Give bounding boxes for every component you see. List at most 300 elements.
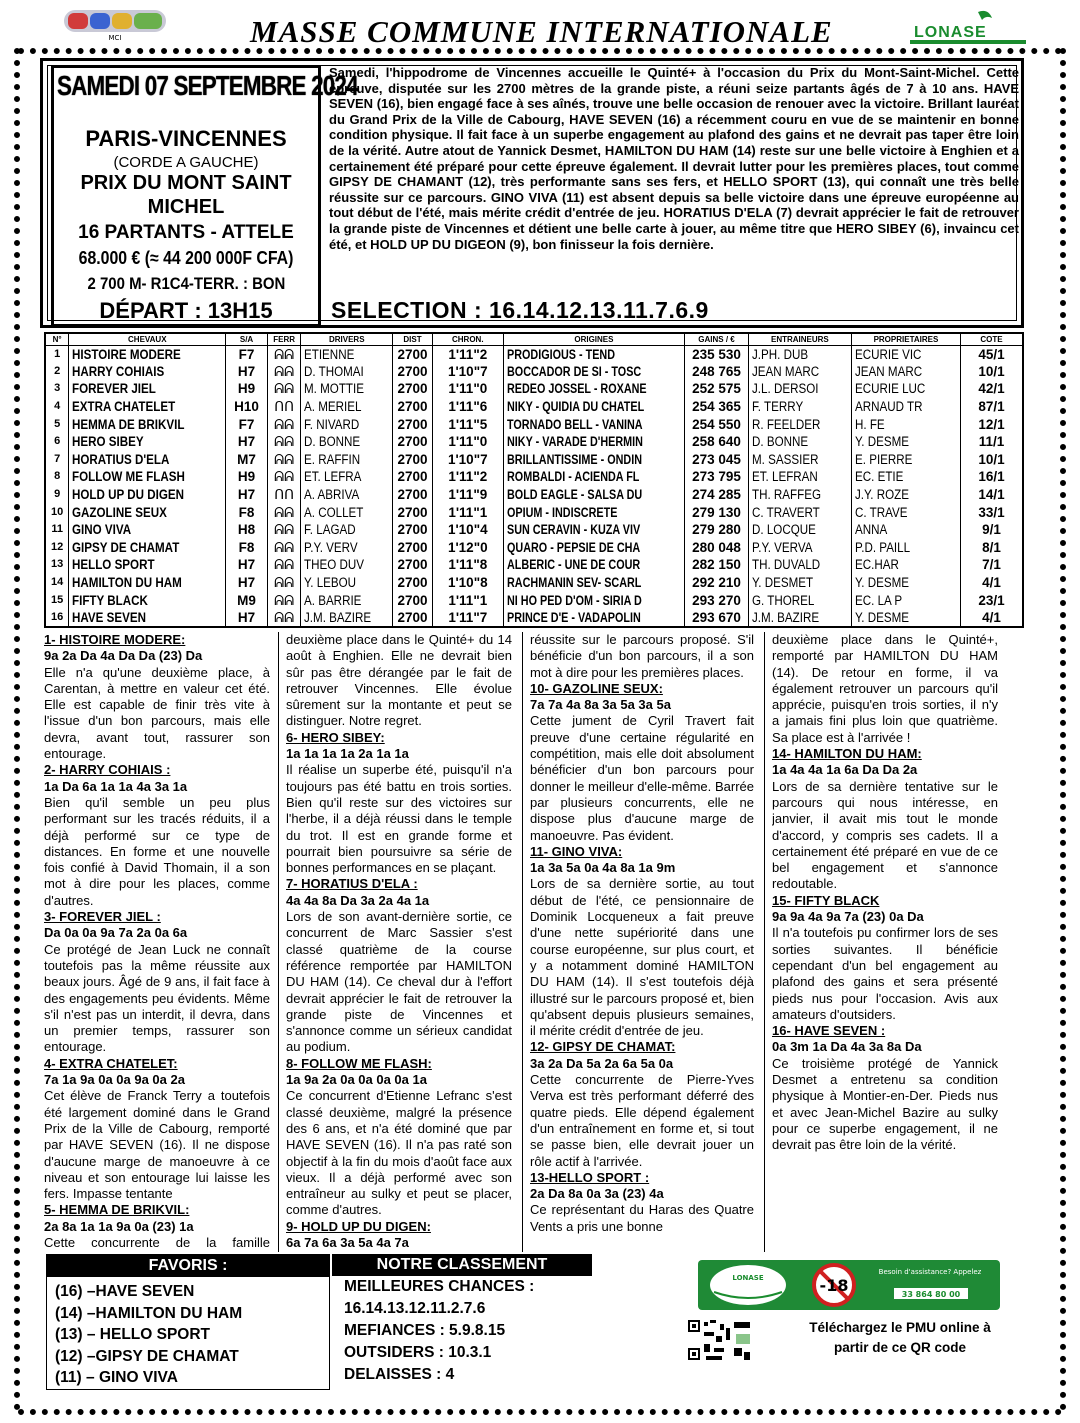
shoeing: ᑎᑎ (274, 487, 294, 503)
record-time: 1'11"1 (448, 504, 488, 520)
record-time: 1'10"4 (447, 522, 488, 538)
commentary-column-4 (772, 632, 998, 1252)
distance: 2700 (397, 487, 428, 503)
horse-form-line: 9a 2a Da 4a Da Da (23) Da (44, 648, 203, 664)
trainer: D. BONNE (751, 434, 808, 450)
odds: 42/1 (978, 381, 1005, 397)
distance: 2700 (397, 609, 428, 625)
horse-heading: 5- HEMMA DE BRIKVIL: (44, 1202, 190, 1218)
driver: E. RAFFIN (304, 451, 361, 467)
sex-age: H7 (237, 363, 256, 379)
earnings: 248 765 (692, 363, 741, 379)
runner-number: 3 (54, 382, 61, 395)
trainer: F. TERRY (751, 399, 803, 415)
dotted-border-left (14, 48, 20, 1411)
table-header-cell: CHEVAUX (69, 333, 226, 345)
runner-number: 16 (51, 610, 64, 623)
runner-number: 9 (54, 488, 61, 501)
owner: ANNA (854, 522, 888, 538)
record-time: 1'12"0 (447, 539, 488, 555)
owner: H. FE (854, 416, 885, 432)
origins: OPIUM - INDISCRETE (506, 504, 618, 520)
earnings: 258 640 (692, 434, 741, 450)
qr-code[interactable] (686, 1318, 756, 1362)
race-intro-text: Samedi, l'hippodrome de Vincennes accueille le Quinté+ à l'occasion du Prix du Mont-Saint-Michel. Cette épreuve, disputée sur les 2700 mètres de la grande piste, a réuni seize partants âgés de 7 à 10 ans. HAVE SEVEN (16), bien engagé face à ses aînés, trouve une belle occasion de renouer avec la victoire. Brillant lauréat du Grand Prix de la Ville de Cabourg, HAVE SEVEN (16) a récemment couru en vue de se maintenir en bonne condition physique. Il fait face à un superbe engagement au plafond des gains et ne devrait pas taper être loin de la vérité. Autre atout de Yannick Desmet, HAMILTON DU HAM (14) reste sur une belle victoire à Enghien et a certainement été préparé pour cette épreuve également. Il devrait lutter pour les premières places, tout comme GIPSY DE CHAMANT (12), très performante sans ses fers, et HELLO SPORT (13), qui connaît une très belle réussite sur ce parcours. GINO VIVA (11) est absent depuis sa belle victoire dans une épreuve européenne au tout début de l'été, mais mérite crédit d'entrée de jeu. HORATIUS D'ELA (7) devrait apprécier le fait de retrouver la grande piste de Vincennes et détient une belle carte à jouer, au même titre que HERO SIBEY (6), invaincu cet été, et HOLD UP DU DIGEON (9), bon finisseur la fois dernière. (329, 65, 1019, 252)
table-row (45, 345, 1023, 363)
horse-heading: 15- FIFTY BLACK (772, 892, 880, 908)
page-title: MASSE COMMUNE INTERNATIONALE (250, 14, 833, 49)
driver: ET. LEFRA (304, 469, 362, 485)
origins: ALBERIC - UNE DE COUR (506, 557, 640, 573)
driver: A. BARRIE (304, 592, 362, 608)
horse-form-line: 9a 9a 4a 9a 7a (23) 0a Da (772, 909, 924, 925)
horse-name: EXTRA CHATELET (72, 399, 176, 415)
race-info-box (40, 58, 1024, 328)
horse-commentary: Ce représentant du Haras des Quatre Vents a pris une bonne (530, 1202, 754, 1234)
horse-commentary: Bien qu'il semble un peu plus performant sur les tracés réduits, il a déjà performé sur ce type de distances. En forme et une nouvelle fois confié à David Thomain, il a son mot à dire pour les places, comme d'autres. (44, 794, 270, 908)
earnings: 254 550 (692, 416, 741, 432)
qr-caption (790, 1318, 1010, 1358)
horse-name: HORATIUS D'ELA (72, 451, 170, 467)
trainer: P.Y. VERVA (751, 539, 813, 555)
sex-age: M7 (237, 451, 256, 467)
distance: 2700 (397, 469, 428, 485)
horse-form-line: 6a 7a 6a 3a 5a 4a 7a (286, 1234, 409, 1250)
mci-logo (60, 8, 170, 42)
horse-name: FOREVER JIEL (72, 381, 157, 397)
race-departure: DÉPART : 13H15 (99, 298, 273, 323)
driver: A. MERIEL (304, 399, 362, 415)
shoeing: ᕱᕱ (274, 416, 295, 432)
runner-number: 14 (51, 576, 64, 589)
selection-line: SELECTION : 16.14.12.13.11.7.6.9 (331, 297, 709, 323)
sex-age: H7 (237, 434, 256, 450)
horse-commentary: Lors de son avant-dernière sortie, ce concurrent de Marc Sassier s'est classé quatrième de la course référence remportée par HAMILTON DU HAM (14). Ce cheval dur à l'effort devrait apprécier le fait de retrouver la grande piste de Vincennes et s'annonce comme un sérieux candidat au podium. (286, 909, 512, 1055)
origins: QUARO - PEPSIE DE CHA (506, 539, 640, 555)
column-divider (522, 632, 523, 1252)
lonase-logo-text: LONASE (914, 24, 987, 41)
race-prize-line-2: MICHEL (147, 196, 225, 218)
horse-form-line: 1a 9a 2a 0a 0a 0a 0a 1a (286, 1072, 427, 1088)
horse-name: FIFTY BLACK (72, 592, 149, 608)
driver: A. ABRIVA (304, 487, 360, 503)
origins: PRODIGIOUS - TEND (506, 346, 615, 362)
favoris-title: FAVORIS : (47, 1255, 329, 1277)
horse-name: HELLO SPORT (72, 557, 155, 573)
horse-commentary: Cette jument de Cyril Travert fait preuve d'une certaine régularité en compétition, mais elle doit absolument bénéficier d'un bon parcours pour donner le meilleur d'elle-même. Barrée par plusieurs concurrents, elle ne dispose plus d'aucune marge de manoeuvre. Pas évident. (530, 713, 754, 843)
horse-heading: 10- GAZOLINE SEUX: (530, 680, 663, 696)
horse-name: GAZOLINE SEUX (72, 504, 168, 520)
odds: 33/1 (978, 504, 1005, 520)
horse-commentary: Cet élève de Franck Terry a toutefois été largement dominé dans le Grand Prix de la Ville de Cabourg, remporté par HAVE SEVEN (16). Il ne dispose d'aucune marge de manoeuvre à ce niveau et son entourage lui laisse les fers. Impasse tentante (44, 1088, 270, 1202)
table-header-cell: GAINS / € (685, 333, 749, 345)
banner-phone-text: 33 864 80 00 (901, 1290, 961, 1299)
horse-form-line: Da 0a 0a 9a 7a 2a 0a 6a (44, 925, 188, 941)
runner-number: 6 (54, 435, 61, 448)
runner-number: 5 (54, 417, 61, 430)
origins: SUN CERAVIN - KUZA VIV (506, 522, 640, 538)
shoeing: ᕱᕱ (274, 363, 295, 379)
origins: BRILLANTISSIME - ONDIN (506, 451, 642, 467)
best-chances-label: MEILLEURES CHANCES : (344, 1278, 535, 1295)
origins: ROMBALDI - ACIENDA FL (506, 469, 640, 485)
shoeing: ᕱᕱ (274, 434, 295, 450)
horse-heading: 14- HAMILTON DU HAM: (772, 746, 922, 762)
favoris-item: (14) –HAMILTON DU HAM (55, 1304, 243, 1322)
horse-heading: 3- FOREVER JIEL : (44, 909, 161, 925)
distance: 2700 (397, 451, 428, 467)
horse-commentary: Elle n'a qu'une deuxième place, à Carentan, à mettre en valeur cet été. Elle est capable de finir très vite à l'issue d'un bon parcours, mais elle devra, avant tout, rassurer son entourage. (44, 664, 270, 762)
driver: A. COLLET (304, 504, 364, 520)
origins: NI HO PED D'OM - SIRIA D (506, 592, 642, 608)
table-row (45, 451, 1023, 469)
shoeing: ᕱᕱ (274, 592, 295, 608)
horse-heading: 11- GINO VIVA: (530, 843, 623, 859)
owner: EC. ETIE (854, 469, 904, 485)
shoeing: ᑎᑎ (274, 399, 294, 415)
trainer: JEAN MARC (751, 363, 819, 379)
owner: EC.HAR (854, 557, 899, 573)
owner: ARNAUD TR (854, 399, 923, 415)
origins: NIKY - VARADE D'HERMIN (506, 434, 643, 450)
horse-commentary: Ce troisième protégé de Yannick Desmet a entretenu sa condition physique à Montier-en-Der. Pieds nus et avec Jean-Michel Bazire au sulky pour ce superbe engagement, il ne devrait pas être loin de la vérité. (772, 1055, 998, 1153)
record-time: 1'11"0 (448, 381, 488, 397)
sex-age: H7 (237, 487, 256, 503)
owner: ECURIE LUC (854, 381, 926, 397)
sex-age: H7 (237, 609, 256, 625)
delaisses-line: DELAISSES : 4 (344, 1366, 455, 1383)
distance: 2700 (397, 575, 428, 591)
horse-commentary (286, 1251, 512, 1252)
earnings: 273 045 (692, 451, 741, 467)
table-row (45, 539, 1023, 557)
owner: Y. DESME (854, 434, 909, 450)
horse-form-line: 4a 4a 8a Da 3a 2a 4a 1a (286, 892, 430, 908)
horse-form-line: 1a 4a 4a 1a 6a Da Da 2a (772, 762, 918, 778)
horse-form-line: 1a 1a 1a 1a 2a 1a 1a (286, 746, 409, 762)
owner: ECURIE VIC (854, 346, 922, 362)
distance: 2700 (397, 416, 428, 432)
earnings: 293 670 (692, 609, 741, 625)
shoeing: ᕱᕱ (274, 381, 295, 397)
earnings: 292 210 (692, 575, 741, 591)
table-row (45, 433, 1023, 451)
horse-name: HEMMA DE BRIKVIL (72, 416, 185, 432)
race-rope: (CORDE A GAUCHE) (113, 154, 259, 171)
earnings: 293 270 (692, 592, 741, 608)
race-prize-line-1: PRIX DU MONT SAINT (80, 172, 292, 194)
table-header-cell: ENTRAINEURS (748, 333, 851, 345)
odds: 8/1 (982, 539, 1001, 555)
qr-caption-line-1: Téléchargez le PMU online à (809, 1320, 991, 1335)
horse-form-line: 7a 1a 9a 0a 0a 9a 0a 2a (44, 1072, 185, 1088)
horse-heading: 13-HELLO SPORT : (530, 1169, 650, 1185)
odds: 14/1 (978, 487, 1005, 503)
commentary-column-2 (286, 632, 512, 1252)
runner-number: 7 (54, 452, 61, 465)
trainer: G. THOREL (751, 592, 815, 608)
horse-commentary: Il réalise un superbe été, puisqu'il n'a toujours pas été battu en trois sorties. Bien qu'il reste sur des victoires sur l'herbe, il a déjà réussi dans le temple du trot. Il est en grande forme et pourrait bien poursuivre sa série de bonnes performances en se plaçant. (286, 762, 512, 876)
classement-box (332, 1254, 692, 1390)
table-header-row (45, 333, 1023, 345)
commentary-column-3 (530, 632, 754, 1252)
table-row (45, 486, 1023, 504)
earnings: 274 285 (692, 487, 741, 503)
horse-name: HAMILTON DU HAM (72, 575, 183, 591)
dotted-border-right (1060, 48, 1066, 1411)
odds: 10/1 (978, 451, 1005, 467)
table-header-cell: PROPRIETAIRES (851, 333, 960, 345)
favoris-item: (12) –GIPSY DE CHAMAT (55, 1347, 239, 1365)
earnings: 282 150 (692, 557, 741, 573)
table-row (45, 415, 1023, 433)
distance: 2700 (397, 504, 428, 520)
driver: F. LAGAD (304, 522, 357, 538)
record-time: 1'10"8 (447, 575, 488, 591)
distance: 2700 (397, 346, 428, 362)
horse-heading: 4- EXTRA CHATELET: (44, 1055, 178, 1071)
table-row (45, 468, 1023, 486)
best-chances-value: 16.14.13.12.11.2.7.6 (344, 1300, 486, 1317)
sex-age: H8 (237, 522, 256, 538)
favoris-item: (16) –HAVE SEVEN (55, 1283, 195, 1300)
record-time: 1'11"8 (448, 557, 488, 573)
origins: RACHMANIN SEV- SCARL (506, 575, 642, 591)
table-header-cell: S/A (226, 333, 267, 345)
trainer: R. FEELDER (751, 416, 821, 432)
earnings: 254 365 (692, 399, 741, 415)
shoeing: ᕱᕱ (274, 451, 295, 467)
driver: THEO DUV (304, 557, 365, 573)
odds: 10/1 (978, 363, 1005, 379)
distance: 2700 (397, 557, 428, 573)
earnings: 252 575 (692, 381, 741, 397)
origins: PRINCE D'E - VADAPOLIN (506, 609, 641, 625)
driver: M. MOTTIE (304, 381, 365, 397)
banner-help-text: Besoin d'assistance? Appelez (878, 1268, 982, 1276)
earnings: 273 795 (692, 469, 741, 485)
table-header-cell: DIST (393, 333, 433, 345)
horse-name: HISTOIRE MODERE (72, 346, 182, 362)
odds: 4/1 (982, 575, 1001, 591)
race-date: SAMEDI 07 SEPTEMBRE 2024 (57, 70, 358, 101)
column-divider (764, 632, 765, 1252)
horse-form-line: 2a 8a 1a 1a 9a 0a (23) 1a (44, 1218, 194, 1234)
runner-number: 10 (51, 505, 64, 518)
driver: P.Y. VERV (304, 539, 359, 555)
record-time: 1'11"2 (448, 469, 488, 485)
table-row (45, 609, 1023, 627)
race-venue: PARIS-VINCENNES (85, 126, 287, 151)
record-time: 1'11"7 (448, 609, 488, 625)
table-row (45, 363, 1023, 381)
horse-commentary: réussite sur le parcours proposé. S'il bénéficie d'un bon parcours, il a son mot à dire pour les premières places. (530, 632, 754, 680)
owner: P.D. PAILL (854, 539, 911, 555)
table-row (45, 521, 1023, 539)
shoeing: ᕱᕱ (274, 609, 295, 625)
distance: 2700 (397, 399, 428, 415)
favoris-item: (13) – HELLO SPORT (55, 1326, 211, 1343)
shoeing: ᕱᕱ (274, 504, 295, 520)
horse-form-line: 1a 3a 5a 0a 4a 8a 1a 9m (530, 860, 676, 876)
sex-age: F7 (238, 416, 255, 432)
odds: 9/1 (982, 522, 1001, 538)
sex-age: H7 (237, 557, 256, 573)
responsible-gaming-banner (698, 1260, 1000, 1310)
trainer: J.PH. DUB (751, 346, 808, 362)
earnings: 280 048 (692, 539, 741, 555)
odds: 23/1 (978, 592, 1005, 608)
mefiances-line: MEFIANCES : 5.9.8.15 (344, 1322, 506, 1339)
runner-number: 2 (54, 364, 61, 377)
table-row (45, 398, 1023, 416)
horse-name: HERO SIBEY (72, 434, 144, 450)
shoeing: ᕱᕱ (274, 346, 295, 362)
banner-age-text: -18 (819, 1276, 849, 1295)
sex-age: H9 (237, 381, 256, 397)
sex-age: H10 (234, 399, 259, 415)
table-header-cell: N° (45, 333, 69, 345)
horse-form-line: 3a 2a Da 5a 2a 6a 5a 0a (530, 1055, 674, 1071)
horse-form-line: 0a 3m 1a Da 4a 3a 8a Da (772, 1039, 922, 1055)
horse-name: HAVE SEVEN (72, 609, 147, 625)
shoeing: ᕱᕱ (274, 522, 295, 538)
runners-table (44, 332, 1024, 628)
origins: BOLD EAGLE - SALSA DU (506, 487, 642, 503)
record-time: 1'11"9 (448, 487, 488, 503)
commentary-column-1 (44, 632, 270, 1252)
odds: 12/1 (978, 416, 1005, 432)
origins: BOCCADOR DE SI - TOSC (506, 363, 641, 379)
runner-number: 8 (54, 470, 61, 483)
driver: D. BONNE (304, 434, 361, 450)
horse-commentary: Il n'a toutefois pu confirmer lors de ses sorties suivantes. Il bénéficie cependant d'un bel engagement au plafond des gains et sera présenté pieds nus pour l'occasion. Avis aux amateurs d'outsiders. (772, 925, 998, 1022)
horse-form-line: 1a Da 6a 1a 1a 4a 3a 1a (44, 778, 188, 794)
table-row (45, 591, 1023, 609)
runner-number: 4 (54, 400, 61, 413)
origins: TORNADO BELL - VANINA (506, 416, 643, 432)
table-header-cell: CHRON. (432, 333, 503, 345)
table-row (45, 574, 1023, 592)
trainer: C. TRAVERT (751, 504, 820, 520)
qr-caption-line-2: partir de ce QR code (833, 1340, 967, 1355)
trainer: J.M. BAZIRE (751, 609, 819, 625)
shoeing: ᕱᕱ (274, 557, 295, 573)
runner-number: 12 (51, 540, 64, 553)
owner: Y. DESME (854, 575, 909, 591)
table-header-cell: DRIVERS (301, 333, 393, 345)
table-row (45, 503, 1023, 521)
race-purse: 68.000 € (≈ 44 200 000F CFA) (78, 248, 294, 268)
sex-age: F8 (238, 504, 255, 520)
horse-commentary: Ce protégé de Jean Luck ne connaît toutefois pas la même réussite aux beaux jours. Âgé de 9 ans, il fait face à des engagements peu évidents. Même s'il n'est pas un interdit, il devra, dans un premier temps, rassurer son entourage. (44, 941, 270, 1055)
horse-heading: 6- HERO SIBEY: (286, 729, 385, 745)
banner-brand-text: LONASE (732, 1274, 764, 1282)
shoeing: ᕱᕱ (274, 539, 295, 555)
shoeing: ᕱᕱ (274, 469, 295, 485)
horse-commentary: Lors de sa dernière tentative sur le parcours qui nous intéresse, en janvier, il avait mis tout le monde d'accord, y compris ses cadets. Il a certainement été préparé en vue de ce bel engagement et s'annonce redoutable. (772, 778, 998, 892)
driver: Y. LEBOU (304, 575, 357, 591)
owner: EC. LA P (854, 592, 903, 608)
runner-number: 1 (54, 347, 61, 360)
owner: E. PIERRE (854, 451, 913, 467)
distance: 2700 (397, 539, 428, 555)
owner: C. TRAVE (854, 504, 908, 520)
record-time: 1'11"6 (448, 399, 488, 415)
mci-logo-text: MCI (108, 34, 122, 42)
odds: 45/1 (978, 346, 1005, 362)
trainer: ET. LEFRAN (751, 469, 818, 485)
table-header-cell: FERR (267, 333, 301, 345)
sex-age: H7 (237, 575, 256, 591)
table-row (45, 380, 1023, 398)
driver: J.M. BAZIRE (304, 609, 372, 625)
table-row (45, 556, 1023, 574)
horse-heading: 8- FOLLOW ME FLASH: (286, 1055, 432, 1071)
horse-heading: 1- HISTOIRE MODERE: (44, 632, 186, 647)
odds: 11/1 (978, 434, 1005, 450)
shoeing: ᕱᕱ (274, 575, 295, 591)
table-header-cell: COTE (960, 333, 1023, 345)
odds: 7/1 (982, 557, 1001, 573)
runner-number: 11 (51, 523, 63, 536)
horse-heading: 2- HARRY COHIAIS : (44, 762, 171, 778)
favoris-item: (11) – GINO VIVA (55, 1369, 178, 1386)
favoris-box (46, 1254, 330, 1390)
driver: F. NIVARD (304, 416, 360, 432)
distance: 2700 (397, 381, 428, 397)
horse-commentary: deuxième place dans le Quinté+ du 14 août à Enghien. Elle ne devrait bien sûr pas être dérangée par le fait de retrouver Vincennes. Elle évolue sûrement sur la montante et peut se distinguer. Notre regret. (286, 632, 512, 729)
lonase-logo (908, 8, 1028, 46)
race-summary-panel (51, 65, 358, 327)
distance: 2700 (397, 522, 428, 538)
earnings: 279 280 (692, 522, 741, 538)
trainer: TH. RAFFEG (751, 487, 821, 503)
column-divider (278, 632, 279, 1252)
record-time: 1'11"2 (448, 346, 488, 362)
record-time: 1'11"0 (448, 434, 488, 450)
owner: J.Y. ROZE (854, 487, 909, 503)
runner-number: 15 (51, 593, 64, 606)
horse-name: GIPSY DE CHAMAT (72, 539, 180, 555)
table-body (45, 345, 1023, 627)
horse-name: FOLLOW ME FLASH (72, 469, 186, 485)
horse-form-line: 2a Da 8a 0a 3a (23) 4a (530, 1186, 664, 1202)
race-distance: 2 700 M- R1C4-TERR. : BON (87, 274, 285, 293)
outsiders-line: OUTSIDERS : 10.3.1 (344, 1344, 492, 1361)
origins: NIKY - QUIDIA DU CHATEL (506, 399, 644, 415)
record-time: 1'11"5 (448, 416, 488, 432)
earnings: 235 530 (692, 346, 741, 362)
sex-age: F7 (238, 346, 255, 362)
trainer: D. LOCQUE (751, 522, 816, 538)
trainer: TH. DUVALD (751, 557, 820, 573)
horse-heading: 9- HOLD UP DU DIGEN: (286, 1218, 431, 1234)
distance: 2700 (397, 592, 428, 608)
table-header-cell: ORIGINES (503, 333, 685, 345)
runner-number: 13 (51, 558, 64, 571)
sex-age: F8 (238, 539, 255, 555)
odds: 16/1 (978, 469, 1005, 485)
owner: Y. DESME (854, 609, 909, 625)
distance: 2700 (397, 434, 428, 450)
sex-age: M9 (237, 592, 256, 608)
horse-form-line: 7a 7a 4a 8a 3a 5a 3a 5a (530, 697, 671, 713)
owner: JEAN MARC (854, 363, 923, 379)
earnings: 279 130 (692, 504, 741, 520)
distance: 2700 (397, 363, 428, 379)
odds: 4/1 (982, 609, 1001, 625)
